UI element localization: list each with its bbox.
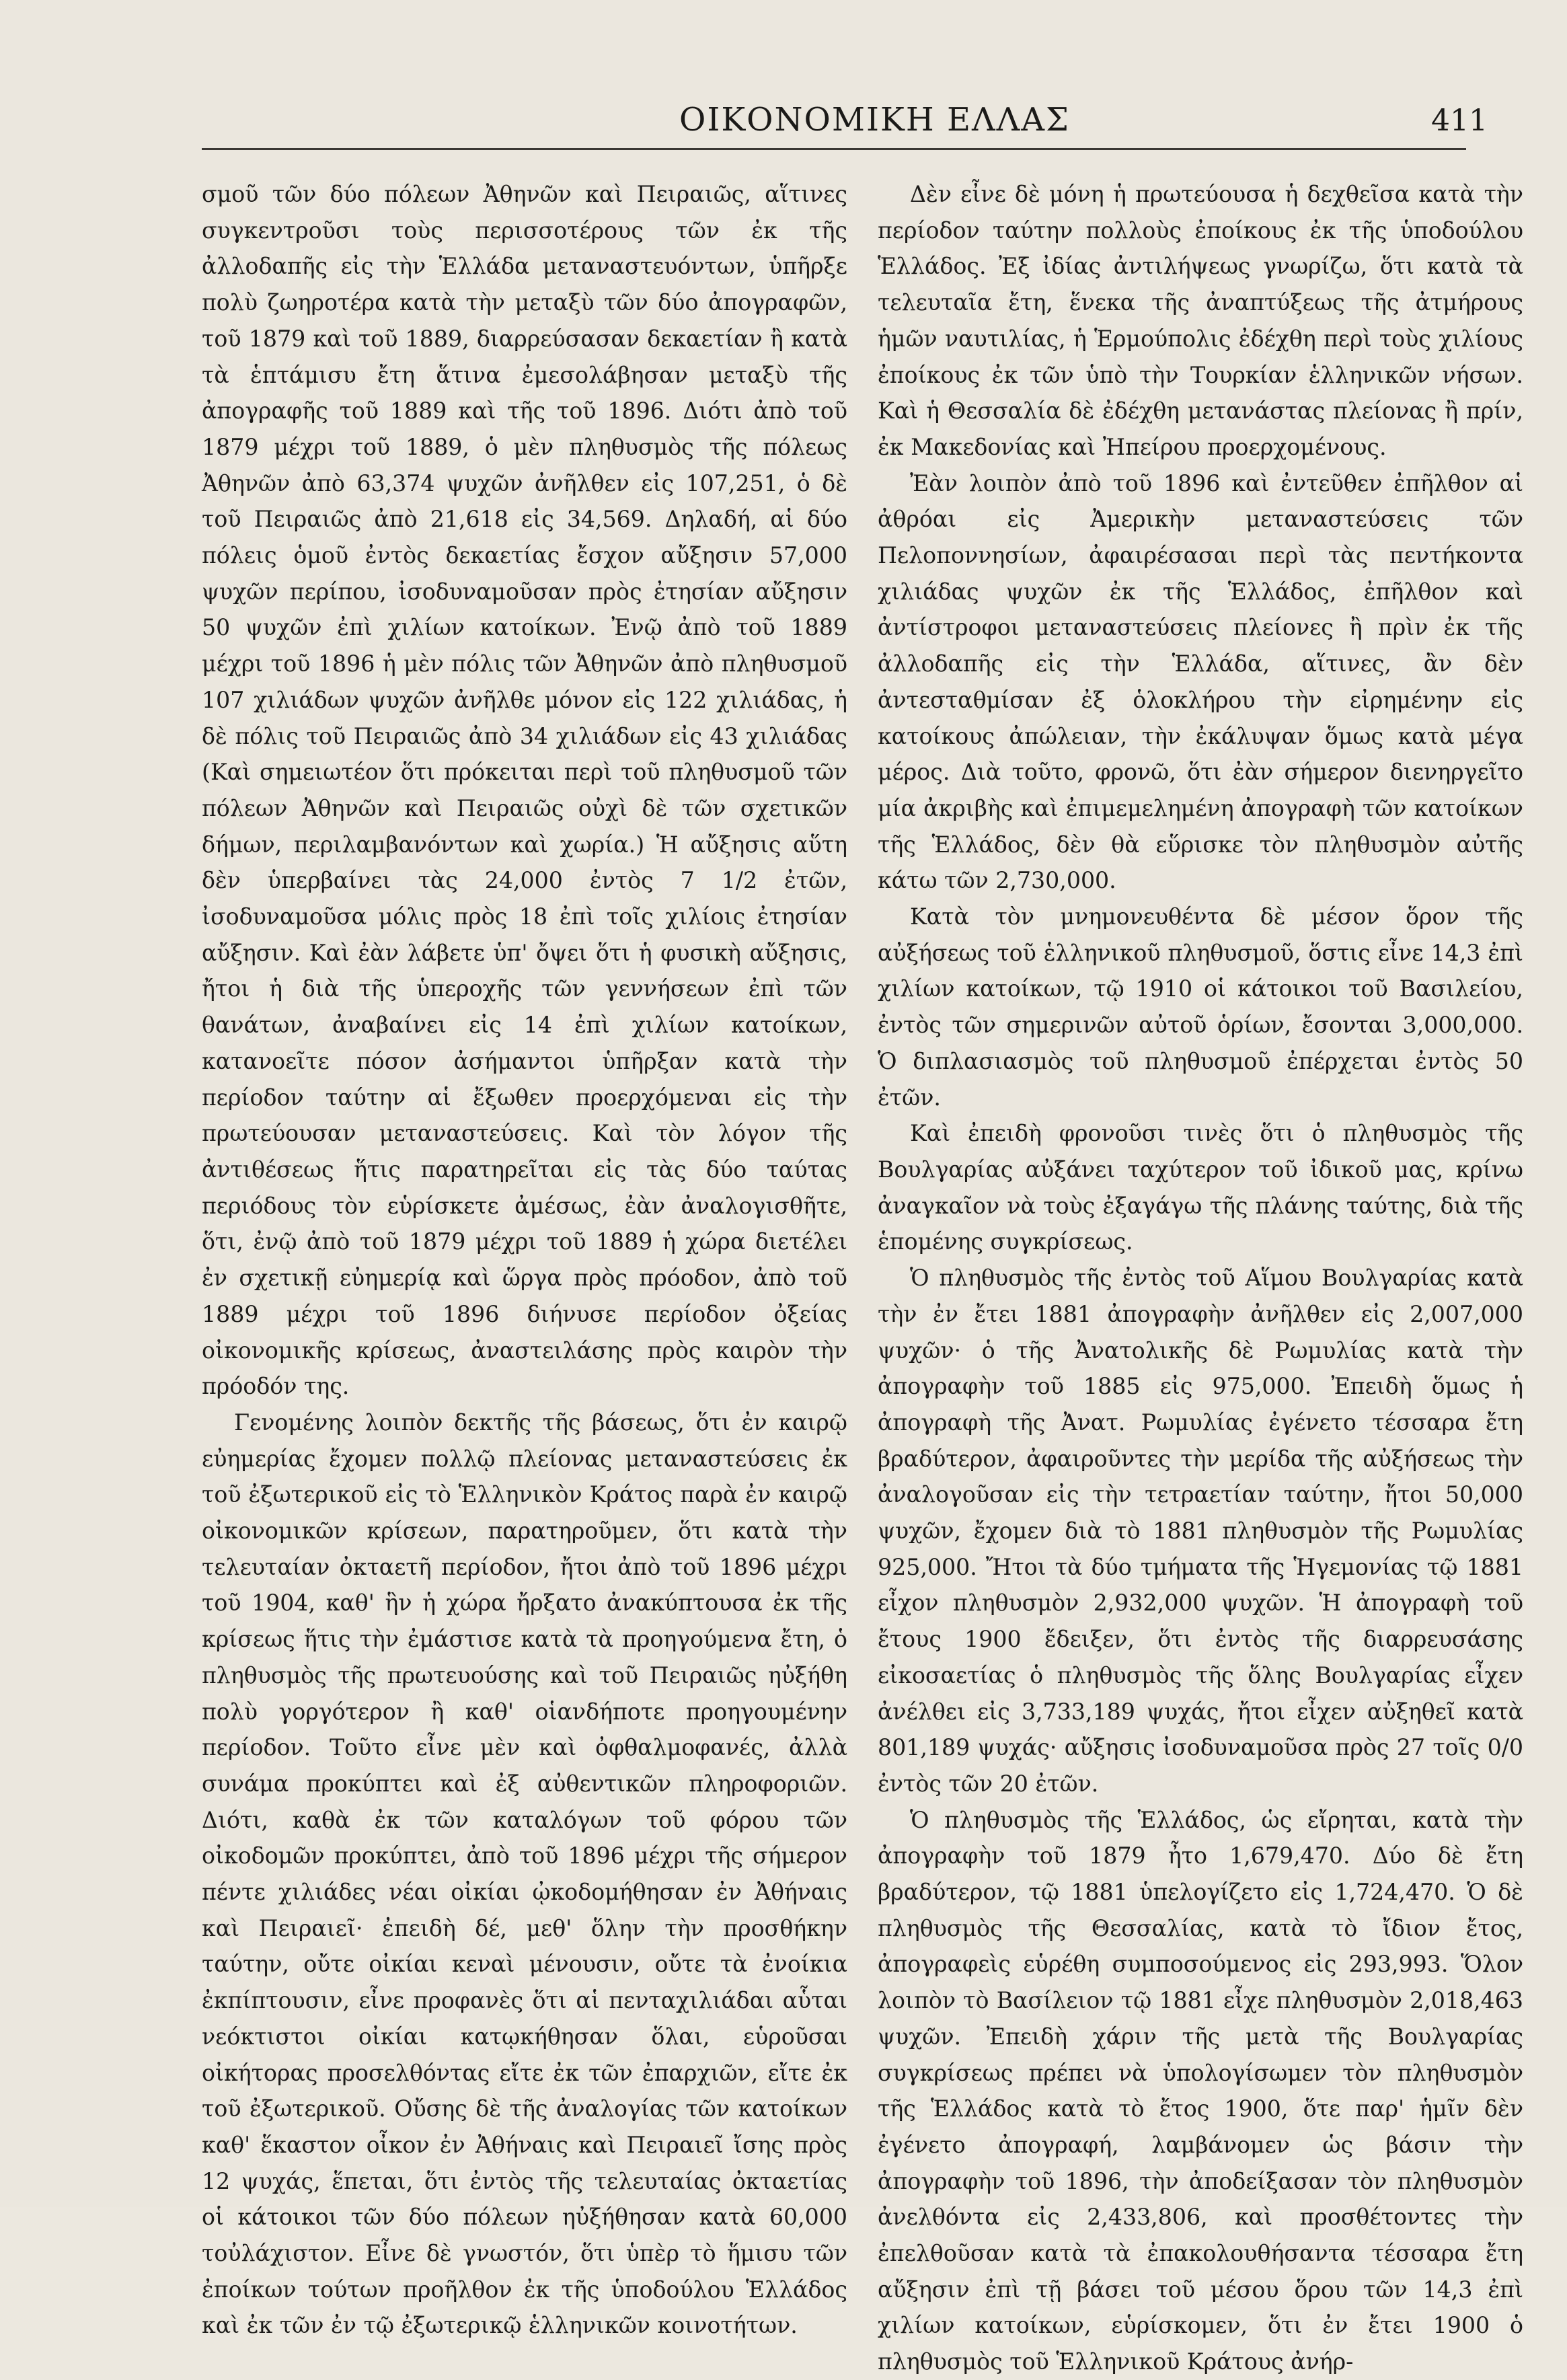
page-header [0,101,1567,148]
right-paragraph-2: Ἐὰν λοιπὸν ἀπὸ τοῦ 1896 καὶ ἐντεῦθεν ἐπῆλθον αἱ ἀθρόαι εἰς Ἀμερικὴν μεταναστεύσεις τῶν Πελοποννησίων, ἀφαιρέσασαι περὶ τὰς πεντήκοντα χιλιάδας ψυχῶν ἐκ τῆς Ἑλλάδος, ἐπῆλθον καὶ ἀντίστροφοι μεταναστεύσεις πλείονες ἢ πρὶν ἐκ τῆς ἀλλοδαπῆς εἰς τὴν Ἑλλάδα, αἵτινες, ἂν δὲν ἀντεσταθμίσαν ἐξ ὁλοκλήρου τὴν εἰρημένην εἰς κατοίκους ἀπώλειαν, τὴν ἐκάλυψαν ὅμως κατὰ μέγα μέρος. Διὰ τοῦτο, φρονῶ, ὅτι ἐὰν σήμερον διενηργεῖτο μία ἀκριβὴς καὶ ἐπιμεμελημένη ἀπογραφὴ τῶν κατοίκων τῆς Ἑλλάδος, δὲν θὰ εὕρισκε τὸν πληθυσμὸν αὐτῆς κάτω τῶν 2,730,000. [878,470,1523,894]
right-column [878,176,1523,2380]
right-paragraph-1: Δὲν εἶνε δὲ μόνη ἡ πρωτεύουσα ἡ δεχθεῖσα κατὰ τὴν περίοδον ταύτην πολλοὺς ἐποίκους ἐκ τῆς ὑποδούλου Ἑλλάδος. Ἐξ ἰδίας ἀντιλήψεως γνωρίζω, ὅτι κατὰ τὰ τελευταῖα ἔτη, ἕνεκα τῆς ἀναπτύξεως τῆς ἀτμήρους ἡμῶν ναυτιλίας, ἡ Ἑρμούπολις ἐδέχθη περὶ τοὺς χιλίους ἐποίκους ἐκ τῶν ὑπὸ τὴν Τουρκίαν ἑλληνικῶν νήσων. Καὶ ἡ Θεσσαλία δὲ ἐδέχθη μετανάστας πλείονας ἢ πρίν, ἐκ Μακεδονίας καὶ Ἠπείρου προερχομένους. [878,181,1523,460]
right-paragraph-4: Καὶ ἐπειδὴ φρονοῦσι τινὲς ὅτι ὁ πληθυσμὸς τῆς Βουλγαρίας αὐξάνει ταχύτερον τοῦ ἰδικοῦ μας, κρίνω ἀναγκαῖον νὰ τοὺς ἐξαγάγω τῆς πλάνης ταύτης, διὰ τῆς ἑπομένης συγκρίσεως. [878,1120,1523,1255]
left-paragraph-2: Γενομένης λοιπὸν δεκτῆς τῆς βάσεως, ὅτι ἐν καιρῷ εὐημερίας ἔχομεν πολλῷ πλείονας μεταναστεύσεις ἐκ τοῦ ἐξωτερικοῦ εἰς τὸ Ἑλληνικὸν Κράτος παρὰ ἐν καιρῷ οἰκονομικῶν κρίσεων, παρατηροῦμεν, ὅτι κατὰ τὴν τελευταίαν ὀκταετῆ περίοδον, ἤτοι ἀπὸ τοῦ 1896 μέχρι τοῦ 1904, καθ' ἣν ἡ χώρα ἤρξατο ἀνακύπτουσα ἐκ τῆς κρίσεως ἥτις τὴν ἐμάστισε κατὰ τὰ προηγούμενα ἔτη, ὁ πληθυσμὸς τῆς πρωτευούσης καὶ τοῦ Πειραιῶς ηὐξήθη πολὺ γοργότερον ἢ καθ' οἱανδήποτε προηγουμένην περίοδον. Τοῦτο εἶνε μὲν καὶ ὀφθαλμοφανές, ἀλλὰ συνάμα προκύπτει καὶ ἐξ αὐθεντικῶν πληροφοριῶν. Διότι, καθὰ ἐκ τῶν καταλόγων τοῦ φόρου τῶν οἰκοδομῶν προκύπτει, ἀπὸ τοῦ 1896 μέχρι τῆς σήμερον πέντε χιλιάδες νέαι οἰκίαι ᾠκοδομήθησαν ἐν Ἀθήναις καὶ Πειραιεῖ· ἐπειδὴ δέ, μεθ' ὅλην τὴν προσθήκην ταύτην, οὔτε οἰκίαι κεναὶ μένουσιν, οὔτε τὰ ἐνοίκια ἐκπίπτουσιν, εἶνε προφανὲς ὅτι αἱ πενταχιλιάδαι αὗται νεόκτιστοι οἰκίαι κατῳκήθησαν ὅλαι, εὑροῦσαι οἰκήτορας προσελθόντας εἴτε ἐκ τῶν ἐπαρχιῶν, εἴτε ἐκ τοῦ ἐξωτερικοῦ. Οὔσης δὲ τῆς ἀναλογίας τῶν κατοίκων καθ' ἕκαστον οἶκον ἐν Ἀθήναις καὶ Πειραιεῖ ἴσης πρὸς 12 ψυχάς, ἕπεται, ὅτι ἐντὸς τῆς τελευταίας ὀκταετίας οἱ κάτοικοι τῶν δύο πόλεων ηὐξήθησαν κατὰ 60,000 τοὐλάχιστον. Εἶνε δὲ γνωστόν, ὅτι ὑπὲρ τὸ ἥμισυ τῶν ἐποίκων τούτων προῆλθον ἐκ τῆς ὑποδούλου Ἑλλάδος καὶ ἐκ τῶν ἐν τῷ ἐξωτερικῷ ἑλληνικῶν κοινοτήτων. [202,1409,847,2339]
right-paragraph-5: Ὁ πληθυσμὸς τῆς ἐντὸς τοῦ Αἵμου Βουλγαρίας κατὰ τὴν ἐν ἔτει 1881 ἀπογραφὴν ἀνῆλθεν εἰς 2,007,000 ψυχῶν· ὁ τῆς Ἀνατολικῆς δὲ Ρωμυλίας κατὰ τὴν ἀπογραφὴν τοῦ 1885 εἰς 975,000. Ἐπειδὴ ὅμως ἡ ἀπογραφὴ τῆς Ἀνατ. Ρωμυλίας ἐγένετο τέσσαρα ἔτη βραδύτερον, ἀφαιροῦντες τὴν μερίδα τῆς αὐξήσεως τὴν ἀναλογοῦσαν εἰς τὴν τετραετίαν ταύτην, ἤτοι 50,000 ψυχῶν, ἔχομεν διὰ τὸ 1881 πληθυσμὸν τῆς Ρωμυλίας 925,000. Ἤτοι τὰ δύο τμήματα τῆς Ἡγεμονίας τῷ 1881 εἶχον πληθυσμὸν 2,932,000 ψυχῶν. Ἡ ἀπογραφὴ τοῦ ἔτους 1900 ἔδειξεν, ὅτι ἐντὸς τῆς διαρρευσάσης εἰκοσαετίας ὁ πληθυσμὸς τῆς ὅλης Βουλγαρίας εἶχεν ἀνέλθει εἰς 3,733,189 ψυχάς, ἤτοι εἶχεν αὐξηθεῖ κατὰ 801,189 ψυχάς· αὔξησις ἰσοδυναμοῦσα πρὸς 27 τοῖς 0/0 ἐντὸς τῶν 20 ἐτῶν. [878,1265,1523,1797]
page-number: 411 [1431,104,1488,138]
header-rule [202,148,1466,150]
right-paragraph-3: Κατὰ τὸν μνημονευθέντα δὲ μέσον ὅρον τῆς αὐξήσεως τοῦ ἑλληνικοῦ πληθυσμοῦ, ὅστις εἶνε 14,3 ἐπὶ χιλίων κατοίκων, τῷ 1910 οἱ κάτοικοι τοῦ Βασιλείου, ἐντὸς τῶν σημερινῶν αὐτοῦ ὁρίων, ἔσονται 3,000,000. Ὁ διπλασιασμὸς τοῦ πληθυσμοῦ ἐπέρχεται ἐντὸς 50 ἐτῶν. [878,903,1523,1111]
left-paragraph-1: σμοῦ τῶν δύο πόλεων Ἀθηνῶν καὶ Πειραιῶς, αἵτινες συγκεντροῦσι τοὺς περισσοτέρους τῶν ἐκ τῆς ἀλλοδαπῆς εἰς τὴν Ἑλλάδα μεταναστευόντων, ὑπῆρξε πολὺ ζωηροτέρα κατὰ τὴν μεταξὺ τῶν δύο ἀπογραφῶν, τοῦ 1879 καὶ τοῦ 1889, διαρρεύσασαν δεκαετίαν ἢ κατὰ τὰ ἑπτάμισυ ἔτη ἅτινα ἐμεσολάβησαν μεταξὺ τῆς ἀπογραφῆς τοῦ 1889 καὶ τῆς τοῦ 1896. Διότι ἀπὸ τοῦ 1879 μέχρι τοῦ 1889, ὁ μὲν πληθυσμὸς τῆς πόλεως Ἀθηνῶν ἀπὸ 63,374 ψυχῶν ἀνῆλθεν εἰς 107,251, ὁ δὲ τοῦ Πειραιῶς ἀπὸ 21,618 εἰς 34,569. Δηλαδή, αἱ δύο πόλεις ὁμοῦ ἐντὸς δεκαετίας ἔσχον αὔξησιν 57,000 ψυχῶν περίπου, ἰσοδυναμοῦσαν πρὸς ἐτησίαν αὔξησιν 50 ψυχῶν ἐπὶ χιλίων κατοίκων. Ἐνῷ ἀπὸ τοῦ 1889 μέχρι τοῦ 1896 ἡ μὲν πόλις τῶν Ἀθηνῶν ἀπὸ πληθυσμοῦ 107 χιλιάδων ψυχῶν ἀνῆλθε μόνον εἰς 122 χιλιάδας, ἡ δὲ πόλις τοῦ Πειραιῶς ἀπὸ 34 χιλιάδων εἰς 43 χιλιάδας (Καὶ σημειωτέον ὅτι πρόκειται περὶ τοῦ πληθυσμοῦ τῶν πόλεων Ἀθηνῶν καὶ Πειραιῶς οὐχὶ δὲ τῶν σχετικῶν δήμων, περιλαμβανόντων καὶ χωρία.) Ἡ αὔξησις αὕτη δὲν ὑπερβαίνει τὰς 24,000 ἐντὸς 7 1/2 ἐτῶν, ἰσοδυναμοῦσα μόλις πρὸς 18 ἐπὶ τοῖς χιλίοις ἐτησίαν αὔξησιν. Καὶ ἐὰν λάβετε ὑπ' ὄψει ὅτι ἡ φυσικὴ αὔξησις, ἤτοι ἡ διὰ τῆς ὑπεροχῆς τῶν γεννήσεων ἐπὶ τῶν θανάτων, ἀναβαίνει εἰς 14 ἐπὶ χιλίων κατοίκων, κατανοεῖτε πόσον ἀσήμαντοι ὑπῆρξαν κατὰ τὴν περίοδον ταύτην αἱ ἔξωθεν προερχόμεναι εἰς τὴν πρωτεύουσαν μεταναστεύσεις. Καὶ τὸν λόγον τῆς ἀντιθέσεως ἥτις παρατηρεῖται εἰς τὰς δύο ταύτας περιόδους τὸν εὑρίσκετε ἀμέσως, ἐὰν ἀναλογισθῆτε, ὅτι, ἐνῷ ἀπὸ τοῦ 1879 μέχρι τοῦ 1889 ἡ χώρα διετέλει ἐν σχετικῇ εὐημερίᾳ καὶ ὥργα πρὸς πρόοδον, ἀπὸ τοῦ 1889 μέχρι τοῦ 1896 διήνυσε περίοδον ὀξείας οἰκονομικῆς κρίσεως, ἀναστειλάσης πρὸς καιρὸν τὴν πρόοδόν της. [202,181,847,1400]
running-title: ΟΙΚΟΝΟΜΙΚΗ ΕΛΛΑΣ [679,101,1070,139]
left-column [202,176,847,2344]
right-paragraph-6: Ὁ πληθυσμὸς τῆς Ἑλλάδος, ὡς εἴρηται, κατὰ τὴν ἀπογραφὴν τοῦ 1879 ἦτο 1,679,470. Δύο δὲ ἔτη βραδύτερον, τῷ 1881 ὑπελογίζετο εἰς 1,724,470. Ὁ δὲ πληθυσμὸς τῆς Θεσσαλίας, κατὰ τὸ ἴδιον ἔτος, ἀπογραφεὶς εὑρέθη συμποσούμενος εἰς 293,993. Ὅλον λοιπὸν τὸ Βασίλειον τῷ 1881 εἶχε πληθυσμὸν 2,018,463 ψυχῶν. Ἐπειδὴ χάριν τῆς μετὰ τῆς Βουλγαρίας συγκρίσεως πρέπει νὰ ὑπολογίσωμεν τὸν πληθυσμὸν τῆς Ἑλλάδος κατὰ τὸ ἔτος 1900, ὅτε παρ' ἡμῖν δὲν ἐγένετο ἀπογραφή, λαμβάνομεν ὡς βάσιν τὴν ἀπογραφὴν τοῦ 1896, τὴν ἀποδείξασαν τὸν πληθυσμὸν ἀνελθόντα εἰς 2,433,806, καὶ προσθέτοντες τὴν ἐπελθοῦσαν κατὰ τὰ ἐπακολουθήσαντα τέσσαρα ἔτη αὔξησιν ἐπὶ τῇ βάσει τοῦ μέσου ὅρου τῶν 14,3 ἐπὶ χιλίων κατοίκων, εὑρίσκομεν, ὅτι ἐν ἔτει 1900 ὁ πληθυσμὸς τοῦ Ἑλληνικοῦ Κράτους ἀνήρ- [878,1806,1523,2375]
